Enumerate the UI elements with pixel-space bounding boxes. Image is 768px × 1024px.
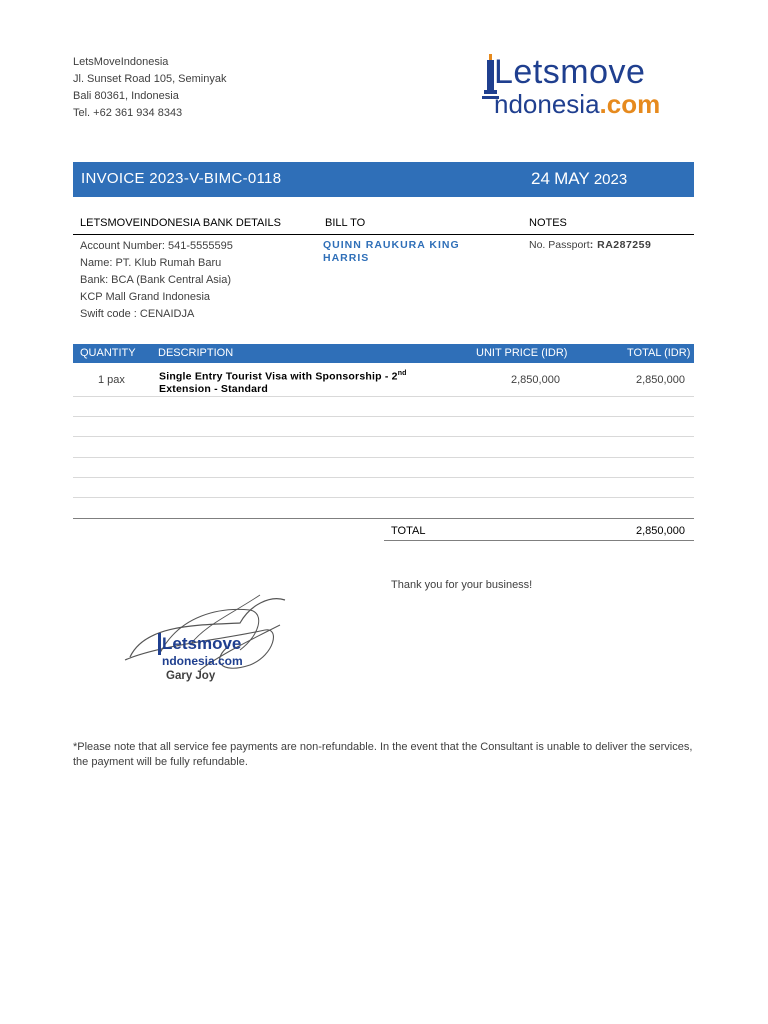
company-logo	[476, 53, 686, 123]
invoice-header-bar	[73, 162, 694, 197]
column-description: DESCRIPTION	[158, 347, 234, 359]
item-total: 2,850,000	[636, 374, 685, 386]
bill-to-name: QUINN RAUKURA KING HARRIS	[323, 239, 460, 264]
total-label: TOTAL	[391, 525, 426, 537]
table-row	[73, 458, 694, 478]
total-rule	[384, 540, 694, 541]
column-quantity: QUANTITY	[80, 347, 136, 359]
passport-label: No. Passport	[529, 239, 590, 251]
invoice-number: INVOICE 2023-V-BIMC-0118	[81, 170, 282, 187]
table-bottom-rule	[73, 518, 694, 519]
bank-name: Bank: BCA (Bank Central Asia)	[80, 274, 232, 286]
bank-branch: KCP Mall Grand Indonesia	[80, 291, 211, 303]
logo-text-top: Letsmove	[494, 53, 646, 91]
refund-footnote: *Please note that all service fee payments are non-refundable. In the event that the Consultant is unable to deliver the services, the payment will be fully refundable.	[73, 741, 693, 768]
column-total: TOTAL (IDR)	[627, 347, 691, 359]
bank-swift: Swift code : CENAIDJA	[80, 308, 195, 320]
bank-details-heading: LETSMOVEINDONESIA BANK DETAILS	[80, 217, 281, 229]
passport-number: : RA287259	[589, 239, 652, 251]
table-row	[73, 478, 694, 498]
thank-you-message: Thank you for your business!	[391, 579, 533, 591]
bill-to-heading: BILL TO	[325, 217, 366, 229]
invoice-date-month: MAY	[554, 169, 590, 188]
total-value: 2,850,000	[636, 525, 685, 537]
company-address-line1: Jl. Sunset Road 105, Seminyak	[73, 73, 227, 85]
item-description-main: Single Entry Tourist Visa with Sponsorship - 2	[159, 370, 398, 383]
item-quantity: 1 pax	[98, 374, 125, 386]
logo-text-dotcom: .com	[599, 89, 661, 119]
item-description	[159, 368, 429, 395]
table-row	[73, 417, 694, 437]
logo-text-bottom	[494, 89, 660, 120]
stamp-text-bottom: ndonesia.com	[162, 654, 243, 668]
item-description-tail: Extension - Standard	[159, 382, 269, 395]
bank-details	[80, 238, 233, 323]
section-divider	[73, 234, 694, 235]
logo-text-indonesia: ndonesia	[494, 89, 600, 119]
item-description-sup: nd	[397, 370, 407, 377]
passport-note	[529, 239, 651, 251]
company-address-line2: Bali 80361, Indonesia	[73, 90, 179, 102]
items-table-header	[73, 344, 694, 363]
company-name: LetsMoveIndonesia	[73, 56, 169, 68]
column-unit-price: UNIT PRICE (IDR)	[476, 347, 568, 359]
notes-heading: NOTES	[529, 217, 567, 229]
item-unit-price: 2,850,000	[511, 374, 560, 386]
table-row	[73, 437, 694, 458]
invoice-date-day: 24	[531, 169, 550, 188]
bank-account-number: Account Number: 541-5555595	[80, 240, 233, 252]
signatory-name: Gary Joy	[166, 670, 216, 682]
invoice-date	[531, 169, 627, 189]
bank-account-name: Name: PT. Klub Rumah Baru	[80, 257, 222, 269]
company-address	[73, 54, 226, 122]
invoice-date-year: 2023	[593, 171, 628, 188]
stamp-text-top: Letsmove	[162, 634, 242, 653]
table-row	[73, 397, 694, 417]
company-phone: Tel. +62 361 934 8343	[73, 107, 183, 119]
